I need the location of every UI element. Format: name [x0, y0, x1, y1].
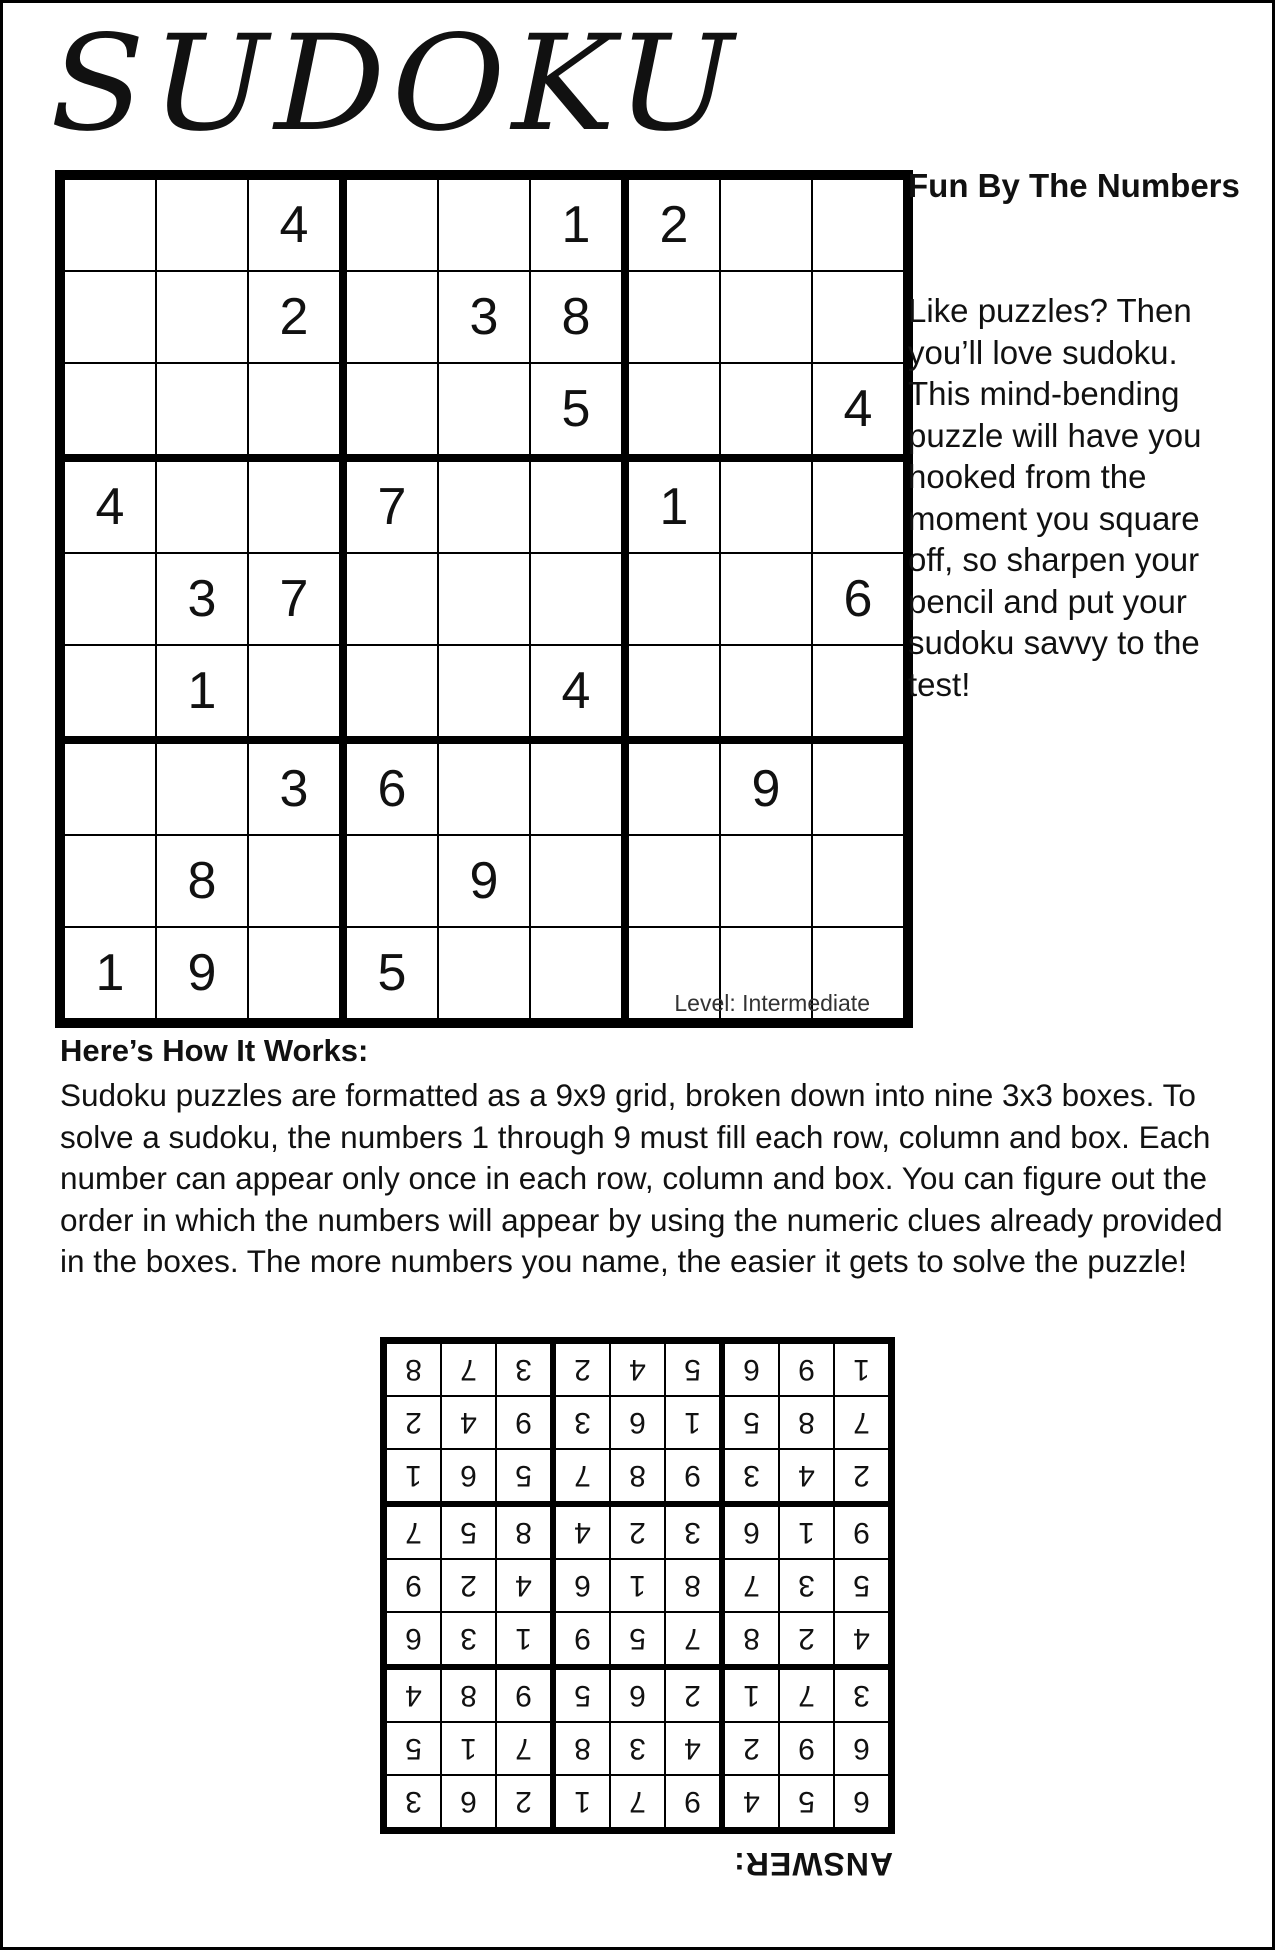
page-title: SUDOKU: [50, 7, 740, 161]
puzzle-cell[interactable]: [625, 271, 720, 363]
puzzle-cell[interactable]: [530, 835, 625, 927]
answer-cell: 3: [834, 1667, 892, 1722]
puzzle-cell[interactable]: [343, 835, 438, 927]
puzzle-cell[interactable]: [60, 740, 156, 835]
puzzle-cell[interactable]: [343, 175, 438, 271]
puzzle-grid[interactable]: [55, 170, 913, 1028]
puzzle-cell[interactable]: [156, 175, 248, 271]
answer-cell: 2: [553, 1341, 610, 1397]
puzzle-cell[interactable]: [60, 271, 156, 363]
answer-cell: 6: [441, 1449, 496, 1504]
puzzle-cell[interactable]: [248, 363, 343, 458]
answer-cell: 2: [722, 1722, 779, 1775]
answer-cell: 7: [722, 1559, 779, 1612]
instructions-heading: Here’s How It Works:: [60, 1033, 369, 1068]
answer-cell: 8: [496, 1504, 553, 1559]
puzzle-cell[interactable]: [438, 645, 530, 740]
puzzle-cell[interactable]: 3: [248, 740, 343, 835]
answer-cell: 3: [441, 1612, 496, 1667]
answer-cell: 3: [610, 1722, 665, 1775]
answer-cell: 2: [665, 1667, 722, 1722]
puzzle-cell[interactable]: [720, 363, 812, 458]
puzzle-row: [60, 458, 908, 553]
puzzle-cell[interactable]: [720, 458, 812, 553]
puzzle-cell[interactable]: [438, 927, 530, 1023]
puzzle-cell[interactable]: [248, 458, 343, 553]
answer-cell: 9: [496, 1667, 553, 1722]
puzzle-cell[interactable]: 4: [812, 363, 908, 458]
answer-cell: 6: [553, 1559, 610, 1612]
puzzle-cell[interactable]: [625, 363, 720, 458]
puzzle-cell[interactable]: [812, 458, 908, 553]
answer-cell: 1: [834, 1341, 892, 1397]
answer-cell: 3: [665, 1504, 722, 1559]
answer-row: [384, 1396, 892, 1449]
answer-cell: 9: [553, 1612, 610, 1667]
answer-cell: 4: [496, 1559, 553, 1612]
puzzle-cell[interactable]: [248, 645, 343, 740]
answer-cell: 9: [665, 1775, 722, 1831]
answer-row: [384, 1504, 892, 1559]
puzzle-cell[interactable]: [812, 645, 908, 740]
instructions-body: Sudoku puzzles are formatted as a 9x9 grid, broken down into nine 3x3 boxes. To solve a sudoku, the numbers 1 through 9 must fill each row, column and box. Each number can appear only once in each row, column and box. You can figure out the order in which the numbers will appear by using the numeric clues already provided in the boxes. The more numbers you name, the easier it gets to solve the puzzle!: [60, 1077, 1223, 1279]
puzzle-cell[interactable]: 2: [625, 175, 720, 271]
puzzle-cell[interactable]: 9: [438, 835, 530, 927]
puzzle-cell[interactable]: [720, 271, 812, 363]
answer-cell: 7: [553, 1449, 610, 1504]
answer-row: [384, 1722, 892, 1775]
puzzle-cell[interactable]: 2: [248, 271, 343, 363]
puzzle-cell[interactable]: 8: [530, 271, 625, 363]
puzzle-cell[interactable]: [438, 175, 530, 271]
puzzle-cell[interactable]: [60, 175, 156, 271]
puzzle-cell[interactable]: [438, 553, 530, 645]
puzzle-cell[interactable]: 5: [530, 363, 625, 458]
answer-cell: 1: [779, 1504, 834, 1559]
puzzle-cell[interactable]: [530, 740, 625, 835]
answer-row: [384, 1775, 892, 1831]
answer-cell: 2: [496, 1775, 553, 1831]
answer-cell: 5: [779, 1775, 834, 1831]
answer-cell: 5: [441, 1504, 496, 1559]
puzzle-cell[interactable]: [720, 835, 812, 927]
puzzle-cell[interactable]: [343, 645, 438, 740]
sidebar-heading: Fun By The Numbers: [908, 167, 1240, 204]
answer-cell: 3: [779, 1559, 834, 1612]
answer-cell: 8: [384, 1341, 442, 1397]
puzzle-cell[interactable]: [343, 271, 438, 363]
answer-cell: 2: [441, 1559, 496, 1612]
puzzle-cell[interactable]: 4: [248, 175, 343, 271]
answer-cell: 9: [834, 1504, 892, 1559]
puzzle-cell[interactable]: 3: [156, 553, 248, 645]
puzzle-cell[interactable]: [60, 835, 156, 927]
answer-cell: 2: [384, 1396, 442, 1449]
puzzle-row: [60, 645, 908, 740]
puzzle-cell[interactable]: 7: [343, 458, 438, 553]
puzzle-cell[interactable]: [625, 740, 720, 835]
answer-cell: 8: [610, 1449, 665, 1504]
answer-cell: 7: [665, 1612, 722, 1667]
answer-cell: 6: [610, 1667, 665, 1722]
answer-row: [384, 1667, 892, 1722]
answer-cell: 8: [722, 1612, 779, 1667]
answer-cell: 7: [496, 1722, 553, 1775]
answer-cell: 9: [384, 1559, 442, 1612]
answer-cell: 5: [553, 1667, 610, 1722]
answer-row: [384, 1341, 892, 1397]
answer-cell: 5: [496, 1449, 553, 1504]
answer-grid: [380, 1337, 895, 1834]
puzzle-cell[interactable]: [156, 458, 248, 553]
puzzle-cell[interactable]: 9: [720, 740, 812, 835]
puzzle-cell[interactable]: [343, 363, 438, 458]
answer-section: [375, 1350, 895, 1890]
sidebar-body: Like puzzles? Then you’ll love sudoku. This mind-bending puzzle will have you hooked from the moment you square off, so sharpen your pencil and put your sudoku savvy to the test!: [908, 292, 1202, 703]
puzzle-cell[interactable]: [60, 363, 156, 458]
answer-cell: 4: [665, 1722, 722, 1775]
answer-row: [384, 1559, 892, 1612]
puzzle-row: [60, 175, 908, 271]
answer-cell: 3: [722, 1449, 779, 1504]
answer-cell: 7: [384, 1504, 442, 1559]
answer-cell: 3: [384, 1775, 442, 1831]
answer-cell: 6: [384, 1612, 442, 1667]
answer-cell: 3: [553, 1396, 610, 1449]
answer-cell: 5: [665, 1341, 722, 1397]
puzzle-row: [60, 553, 908, 645]
puzzle-row: [60, 835, 908, 927]
puzzle-cell[interactable]: [530, 927, 625, 1023]
puzzle-cell[interactable]: [156, 740, 248, 835]
puzzle-cell[interactable]: [156, 271, 248, 363]
puzzle-cell[interactable]: [343, 553, 438, 645]
answer-cell: 4: [610, 1341, 665, 1397]
answer-cell: 6: [722, 1504, 779, 1559]
answer-cell: 1: [384, 1449, 442, 1504]
answer-cell: 9: [779, 1341, 834, 1397]
answer-cell: 9: [779, 1722, 834, 1775]
puzzle-cell[interactable]: 1: [60, 927, 156, 1023]
answer-cell: 1: [496, 1612, 553, 1667]
answer-cell: 1: [553, 1775, 610, 1831]
puzzle-cell[interactable]: [625, 553, 720, 645]
answer-cell: 6: [441, 1775, 496, 1831]
answer-cell: 4: [779, 1449, 834, 1504]
puzzle-cell[interactable]: [530, 553, 625, 645]
answer-cell: 6: [722, 1341, 779, 1397]
answer-cell: 5: [610, 1612, 665, 1667]
answer-row: [384, 1449, 892, 1504]
answer-cell: 4: [384, 1667, 442, 1722]
puzzle-cell[interactable]: [438, 740, 530, 835]
puzzle-cell[interactable]: [248, 835, 343, 927]
answer-cell: 4: [834, 1612, 892, 1667]
puzzle-cell[interactable]: 1: [530, 175, 625, 271]
answer-cell: 9: [665, 1449, 722, 1504]
answer-cell: 5: [384, 1722, 442, 1775]
difficulty-level: Level: Intermediate: [674, 990, 870, 1016]
answer-cell: 1: [610, 1559, 665, 1612]
puzzle-cell[interactable]: 4: [60, 458, 156, 553]
puzzle-cell[interactable]: 6: [343, 740, 438, 835]
answer-cell: 1: [665, 1396, 722, 1449]
puzzle-cell[interactable]: [248, 927, 343, 1023]
answer-cell: 7: [779, 1667, 834, 1722]
answer-cell: 6: [834, 1722, 892, 1775]
puzzle-row: [60, 363, 908, 458]
answer-cell: 4: [553, 1504, 610, 1559]
answer-row: [384, 1612, 892, 1667]
puzzle-cell[interactable]: 4: [530, 645, 625, 740]
puzzle-cell[interactable]: [438, 458, 530, 553]
puzzle-cell[interactable]: [60, 645, 156, 740]
puzzle-cell[interactable]: [812, 175, 908, 271]
puzzle-cell[interactable]: [812, 271, 908, 363]
answer-cell: 8: [441, 1667, 496, 1722]
puzzle-cell[interactable]: [60, 553, 156, 645]
puzzle-cell[interactable]: 5: [343, 927, 438, 1023]
puzzle-cell[interactable]: 6: [812, 553, 908, 645]
answer-cell: 1: [441, 1722, 496, 1775]
answer-cell: 8: [665, 1559, 722, 1612]
puzzle-cell[interactable]: [530, 458, 625, 553]
answer-cell: 4: [441, 1396, 496, 1449]
puzzle-cell[interactable]: [720, 175, 812, 271]
puzzle-cell[interactable]: [812, 835, 908, 927]
puzzle-cell[interactable]: 1: [156, 645, 248, 740]
answer-cell: 7: [441, 1341, 496, 1397]
answer-cell: 7: [610, 1775, 665, 1831]
puzzle-cell[interactable]: 8: [156, 835, 248, 927]
puzzle-cell[interactable]: [438, 363, 530, 458]
answer-cell: 2: [834, 1449, 892, 1504]
answer-cell: 8: [553, 1722, 610, 1775]
puzzle-cell[interactable]: 3: [438, 271, 530, 363]
puzzle-cell[interactable]: [812, 740, 908, 835]
answer-cell: 5: [834, 1559, 892, 1612]
answer-label: ANSWER:: [733, 1846, 893, 1882]
puzzle-cell[interactable]: [720, 645, 812, 740]
answer-cell: 4: [722, 1775, 779, 1831]
answer-cell: 6: [610, 1396, 665, 1449]
answer-cell: 3: [496, 1341, 553, 1397]
answer-cell: 7: [834, 1396, 892, 1449]
answer-cell: 8: [779, 1396, 834, 1449]
answer-cell: 1: [722, 1667, 779, 1722]
puzzle-row: [60, 740, 908, 835]
puzzle-row: [60, 271, 908, 363]
puzzle-cell[interactable]: [625, 835, 720, 927]
answer-cell: 9: [496, 1396, 553, 1449]
answer-cell: 5: [722, 1396, 779, 1449]
puzzle-cell[interactable]: 7: [248, 553, 343, 645]
puzzle-cell[interactable]: [156, 363, 248, 458]
answer-cell: 2: [610, 1504, 665, 1559]
answer-cell: 6: [834, 1775, 892, 1831]
answer-cell: 2: [779, 1612, 834, 1667]
puzzle-cell[interactable]: 9: [156, 927, 248, 1023]
puzzle-cell[interactable]: [720, 553, 812, 645]
puzzle-cell[interactable]: 1: [625, 458, 720, 553]
puzzle-cell[interactable]: [625, 645, 720, 740]
